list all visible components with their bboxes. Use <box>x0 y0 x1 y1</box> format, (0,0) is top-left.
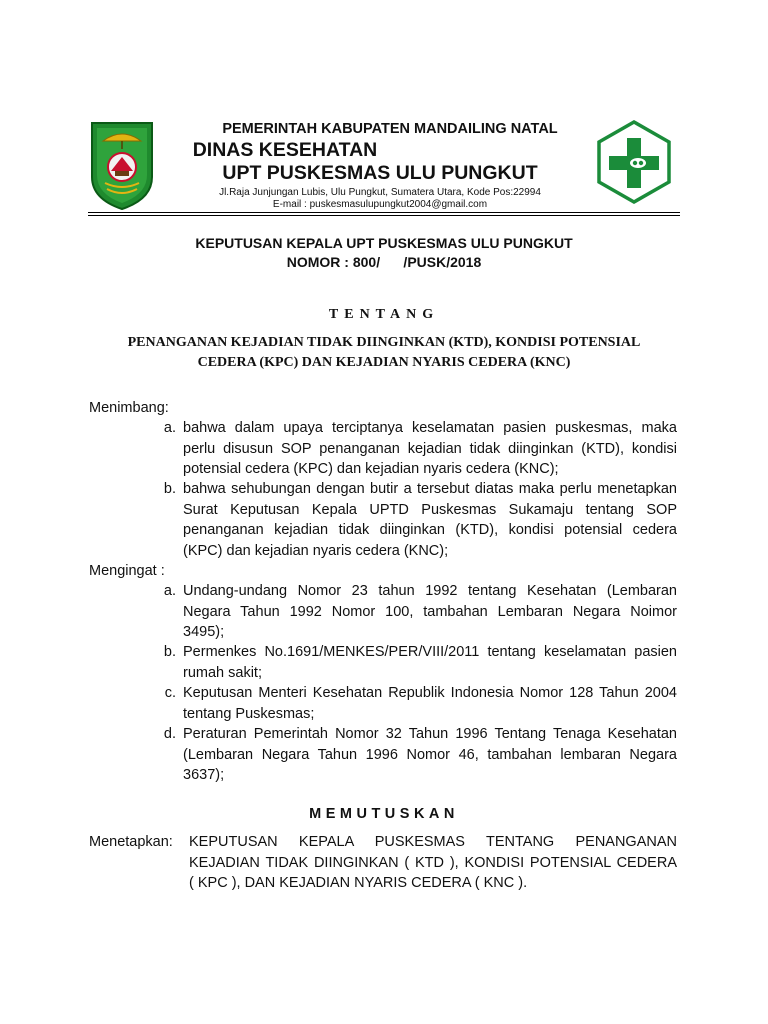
text-line: Keputusan Menteri Kesehatan Republik Indonesia Nomor 128 Tahun 2004 <box>183 685 677 701</box>
decree-subject <box>96 333 672 372</box>
text-line: (KPC) dan kejadian nyaris cedera (KNC); <box>183 542 449 559</box>
menetapkan-label: Menetapkan: <box>89 834 173 850</box>
text-line: Surat Keputusan Kepala UPTD Puskesmas Sukamaju tentang SOP <box>183 501 677 518</box>
mengingat-a-letter: a. <box>163 583 176 599</box>
mengingat-b-text <box>183 642 677 683</box>
menimbang-label: Menimbang: <box>89 400 169 416</box>
text-line: Peraturan Pemerintah Nomor 32 Tahun 1996 Tentang Tenaga Kesehatan <box>183 726 677 742</box>
text-line: penanganan kejadian tidak diinginkan (KTD), kondisi potensial cedera <box>183 522 677 538</box>
menimbang-a-letter: a. <box>163 420 176 436</box>
text-line: tentang Puskesmas; <box>183 705 315 722</box>
decree-title: KEPUTUSAN KEPALA UPT PUSKESMAS ULU PUNGKUT <box>195 235 573 251</box>
menimbang-a-text <box>183 418 677 480</box>
mengingat-b-letter: b. <box>163 644 176 660</box>
government-name: PEMERINTAH KABUPATEN MANDAILING NATAL <box>222 121 558 137</box>
email: E-mail : puskesmasulupungkut2004@gmail.com <box>272 199 488 210</box>
text-line: perlu disusun SOP penanganan kejadian tidak diinginkan (KTD), kondisi <box>183 440 677 457</box>
text-line: Permenkes No.1691/MENKES/PER/VIII/2011 tentang keselamatan pasien <box>183 644 677 660</box>
text-line: ( KPC ), DAN KEJADIAN NYARIS CEDERA ( KNC ). <box>189 875 528 891</box>
text-line: (Lembaran Negara Tahun 1996 Nomor 46, tambahan lembaran Negara <box>183 746 677 763</box>
regency-coat-of-arms-logo <box>89 119 155 211</box>
text-line: 3495); <box>183 624 225 640</box>
address: Jl.Raja Junjungan Lubis, Ulu Pungkut, Sumatera Utara, Kode Pos:22994 <box>219 187 541 198</box>
text-line: Negara Tahun 1992 Nomor 100, tambahan Lembaran Negara Noimor <box>183 603 677 620</box>
unit-name: UPT PUSKESMAS ULU PUNGKUT <box>222 162 538 184</box>
text-line: bahwa dalam upaya terciptanya keselamatan pasien puskesmas, maka <box>183 420 677 436</box>
text-line: potensial cedera (KPC) dan kejadian nyaris cedera (KNC); <box>183 461 559 477</box>
mengingat-label: Mengingat : <box>89 563 165 579</box>
menimbang-b-letter: b. <box>163 481 176 497</box>
subject-line-2: CEDERA (KPC) DAN KEJADIAN NYARIS CEDERA (KNC) <box>197 354 571 370</box>
decree-number: NOMOR : 800/ /PUSK/2018 <box>286 254 482 270</box>
text-line: KEPUTUSAN KEPALA PUSKESMAS TENTANG PENANGANAN <box>189 834 677 850</box>
letterhead-rule-thin <box>88 215 680 216</box>
text-line: Undang-undang Nomor 23 tahun 1992 tentang Kesehatan (Lembaran <box>183 583 677 599</box>
text-line: rumah sakit; <box>183 664 262 681</box>
subject-line-1: PENANGANAN KEJADIAN TIDAK DIINGINKAN (KTD), KONDISI POTENSIAL <box>127 335 641 350</box>
text-line: KEJADIAN TIDAK DIINGINKAN ( KTD ), KONDISI POTENSIAL CEDERA <box>189 854 677 871</box>
letterhead-rule-thick <box>88 212 680 213</box>
mengingat-c-text <box>183 683 677 724</box>
tentang-heading: TENTANG <box>328 307 440 322</box>
mengingat-d-text <box>183 724 677 786</box>
mengingat-a-text <box>183 581 677 643</box>
text-line: bahwa sehubungan dengan butir a tersebut diatas maka perlu menetapkan <box>183 481 677 497</box>
text-line: 3637); <box>183 767 225 783</box>
memutuskan-heading: MEMUTUSKAN <box>309 806 459 822</box>
agency-name: DINAS KESEHATAN <box>192 139 378 161</box>
mengingat-d-letter: d. <box>163 726 176 742</box>
menetapkan-text <box>189 832 677 894</box>
mengingat-c-letter: c. <box>164 685 176 701</box>
menimbang-b-text <box>183 479 677 561</box>
